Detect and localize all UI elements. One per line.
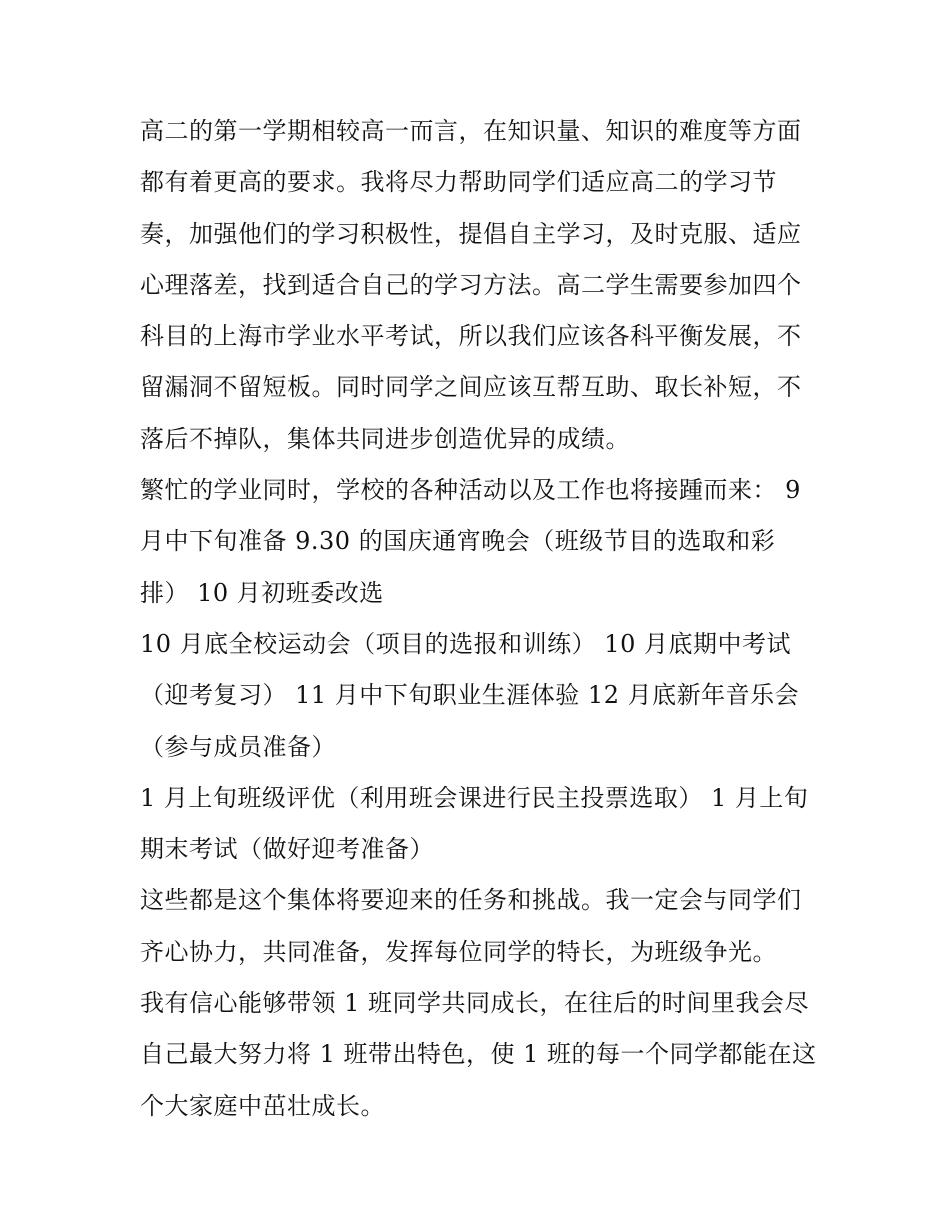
text-line: 个大家庭中茁壮成长。 [140, 1091, 385, 1120]
document-body [140, 106, 830, 1132]
text-line: 奏，加强他们的学习积极性，提倡自主学习，及时克服、适应 [140, 219, 802, 248]
text-line: 落后不掉队，集体共同进步创造优异的成绩。 [140, 424, 630, 453]
text-line: 排） 10 月初班委改选 [140, 578, 384, 607]
text-line: （迎考复习） 11 月中下旬职业生涯体验 12 月底新年音乐会 [140, 681, 800, 710]
text-line: 期末考试（做好迎考准备） [140, 835, 434, 864]
text-line: 这些都是这个集体将要迎来的任务和挑战。我一定会与同学们 [140, 886, 802, 915]
text-line: 心理落差，找到适合自己的学习方法。高二学生需要参加四个 [140, 270, 802, 299]
text-line: 我有信心能够带领 1 班同学共同成长，在往后的时间里我会尽 [140, 989, 810, 1018]
text-line: （参与成员准备） [140, 732, 336, 761]
text-line: 月中下旬准备 9.30 的国庆通宵晚会（班级节目的选取和彩 [140, 527, 776, 556]
text-line: 高二的第一学期相较高一而言，在知识量、知识的难度等方面 [140, 117, 802, 145]
text-line: 10 月底全校运动会（项目的选报和训练） 10 月底期中考试 [140, 629, 791, 658]
text-line: 自己最大努力将 1 班带出特色，使 1 班的每一个同学都能在这 [140, 1040, 817, 1069]
text-line: 繁忙的学业同时，学校的各种活动以及工作也将接踵而来： 9 [140, 476, 801, 505]
text-line: 1 月上旬班级评优（利用班会课进行民主投票选取） 1 月上旬 [140, 783, 809, 812]
text-line: 留漏洞不留短板。同时同学之间应该互帮互助、取长补短，不 [140, 373, 802, 402]
text-line: 都有着更高的要求。我将尽力帮助同学们适应高二的学习节 [140, 168, 777, 197]
text-line: 齐心协力，共同准备，发挥每位同学的特长，为班级争光。 [140, 937, 777, 966]
text-line: 科目的上海市学业水平考试，所以我们应该各科平衡发展，不 [140, 322, 802, 351]
